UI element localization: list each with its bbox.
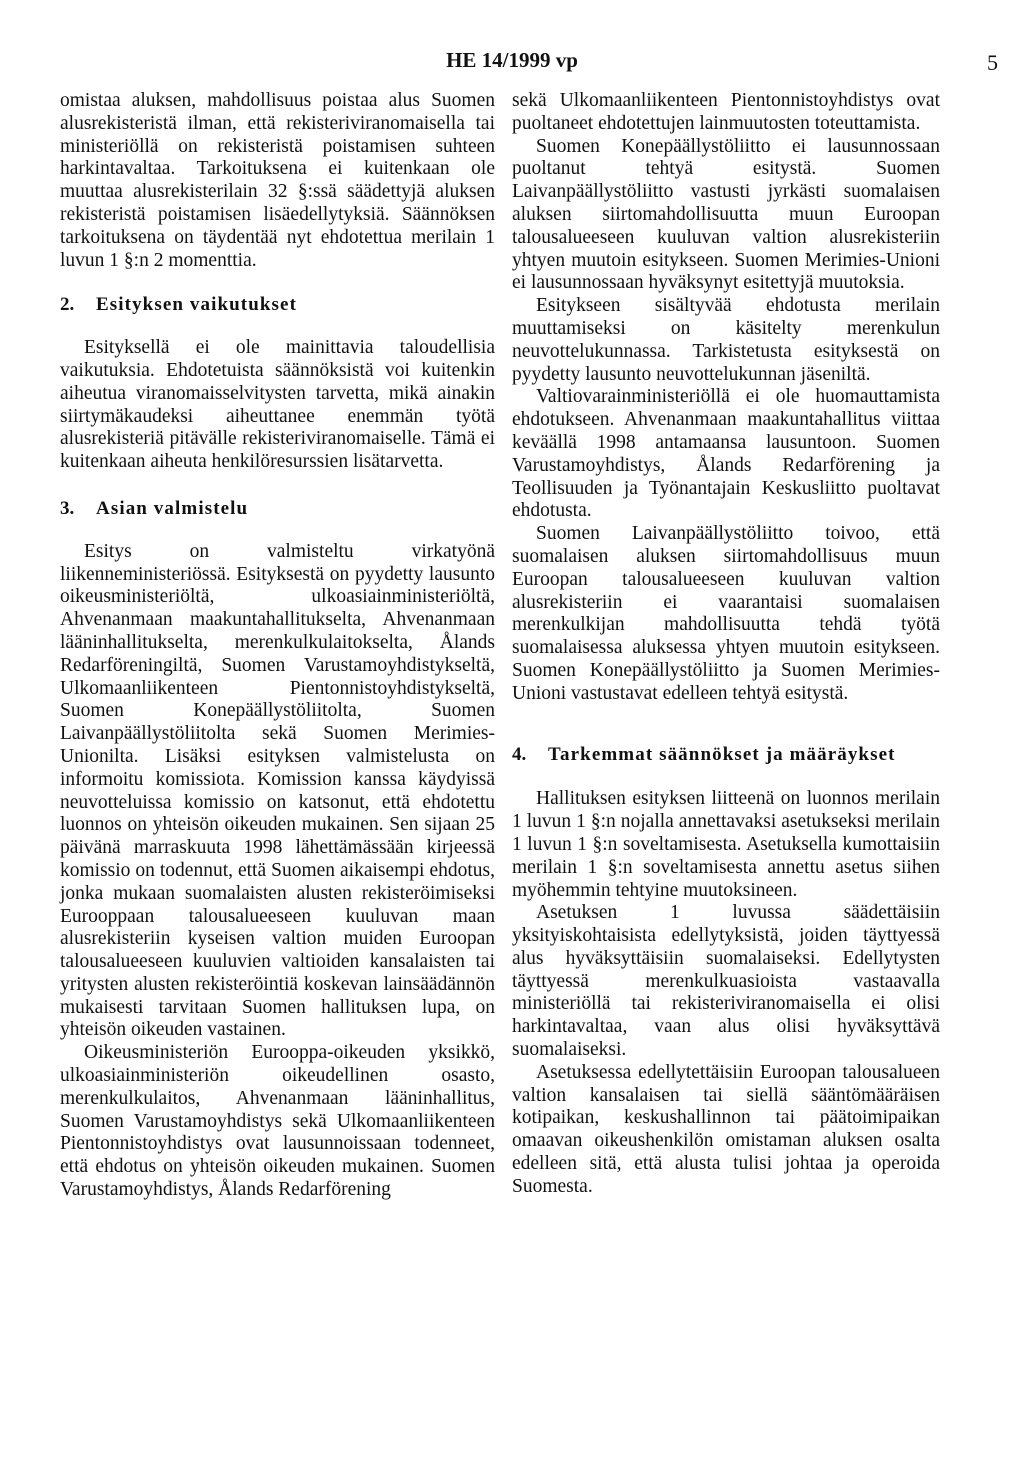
left-column (60, 90, 495, 1202)
intro-paragraph: omistaa aluksen, mahdollisuus poistaa alus Suomen alusrekisteristä ilman, että rekisteriviranomaisella tai ministeriöllä on rekisteristä poistamisen suhteen harkintavaltaa. Tarkoituksena ei kuitenkaan ole muuttaa alusrekisterilain 32 §:ssä säädettyjä aluksen rekisteristä poistamisen lisäedellytyksiä. Säännöksen tarkoituksena on täydentää nyt ehdotettua merilain 1 luvun 1 §:n 2 momenttia. (60, 90, 495, 271)
right-continuation-paragraph: sekä Ulkomaanliikenteen Pientonnistoyhdistys ovat puoltaneet ehdotettujen lainmuutosten toteuttamista. (512, 90, 940, 134)
section-3-title: Asian valmistelu (96, 497, 249, 519)
section-4-paragraph-3: Asetuksessa edellytettäisiin Euroopan talousalueen valtion kansalaisen tai siellä sääntömääräisen kotipaikan, keskushallinnon tai päätoimipaikan omaavan oikeushenkilön omistaman aluksen osalta edelleen sitä, että alusta tulisi johtaa ja operoida Suomesta. (512, 1061, 940, 1197)
section-3-paragraph-2: Oikeusministeriön Eurooppa-oikeuden yksikkö, ulkoasiainministeriön oikeudellinen osasto, merenkulkulaitos, Ahvenanmaan lääninhallitus, Suomen Varustamoyhdistys sekä Ulkomaanliikenteen Pientonnistoyhdistys ovat lausunnoissaan todenneet, että ehdotus on yhteisön oikeuden mukainen. Suomen Varustamoyhdistys, Ålands Redarförening (60, 1042, 495, 1201)
section-3-paragraph-1: Esitys on valmisteltu virkatyönä liikenneministeriössä. Esityksestä on pyydetty lausunto oikeusministeriöltä, ulkoasiainministeriöltä, Ahvenanmaan maakuntahallitukselta, Ahvenanmaan lääninhallitukselta, merenkulkulaitokselta, Ålands Redarföreningiltä, Suomen Varustamoyhdistykseltä, Ulkomaanliikenteen Pientonnistoyhdistykseltä, Suomen Konepäällystöliitolta, Suomen Laivanpäällystöliitolta sekä Suomen Merimies-Unionilta. Lisäksi esityksen valmistelusta on informoitu komissiota. Komission kanssa käydyissä neuvotteluissa komissio on katsonut, että ehdotettu luonnos on yhteisön oikeuden mukainen. Sen sijaan 25 päivänä marraskuuta 1998 lähettämässään kirjeessä komissio on todennut, että Suomen aikaisempi ehdotus, jonka mukaan suomalaisten alusten rekisteröimiseksi Eurooppaan talousalueeseen kuuluvan maan alusrekisteriin kyseisen valtion muiden Euroopan talousalueeseen kuuluvien valtioiden kansalaisten tai yritysten alusten rekisteröintiä koskevan lainsäädännön mukaisesti tarvitaan Suomen hallituksen lupa, on yhteisön oikeuden vastainen. (60, 540, 495, 1041)
section-4-paragraph-1: Hallituksen esityksen liitteenä on luonnos merilain 1 luvun 1 §:n nojalla annettavaksi asetukseksi merilain 1 luvun 1 §:n soveltamisesta. Asetuksella kumottaisiin merilain 1 §:n soveltamisesta annettu asetus siihen myöhemmin tehtyine muutoksineen. (512, 788, 940, 901)
section-3-heading (60, 498, 495, 521)
section-4-heading (512, 744, 940, 767)
page-number: 5 (987, 50, 998, 75)
section-2-heading (60, 294, 495, 317)
section-4-number: 4. (512, 743, 527, 765)
section-4-paragraph-2: Asetuksen 1 luvussa säädettäisiin yksityiskohtaisista edellytyksistä, joiden täyttyessä alus hyväksyttäisiin suomalaiseksi. Edellytysten täyttyessä merenkulkuasioista vastaavalla ministeriöllä tai rekisteriviranomaisella ei olisi harkintavaltaa, vaan alus olisi hyväksyttävä suomalaiseksi. (512, 902, 940, 1061)
section-2-text: Esityksellä ei ole mainittavia taloudellisia vaikutuksia. Ehdotetuista säännöksistä voi kuitenkin aiheutua viranomaisselvitysten tarvetta, mikä ainakin siirtymäkaudeksi aiheuttanee enemmän työtä alusrekisteriä pitävälle rekisteriviranomaiselle. Tämä ei kuitenkaan aiheuta henkilöresurssien lisätarvetta. (60, 337, 495, 473)
page-header-title: HE 14/1999 vp (446, 48, 578, 72)
section-4-title: Tarkemmat säännökset ja määräykset (548, 743, 896, 765)
section-2-title: Esityksen vaikutukset (96, 294, 298, 316)
section-3-number: 3. (60, 497, 75, 519)
right-paragraph-3: Valtiovarainministeriöllä ei ole huomauttamista ehdotukseen. Ahvenanmaan maakuntahallitus viittaa keväällä 1998 antamaansa lausuntoon. Suomen Varustamoyhdistys, Ålands Redarförening ja Teollisuuden ja Työnantajain Keskusliitto puoltavat ehdotusta. (512, 386, 940, 522)
right-paragraph-1: Suomen Konepäällystöliitto ei lausunnossaan puoltanut tehtyä esitystä. Suomen Laivanpäällystöliitto vastusti jyrkästi suomalaisen aluksen siirtomahdollisuutta muun Euroopan talousalueeseen kuuluvan valtion alusrekisteriin yhtyen muutoin esitykseen. Suomen Merimies-Unioni ei lausunnossaan hyväksynyt esitettyjä muutoksia. (512, 135, 940, 294)
section-2-number: 2. (60, 294, 75, 316)
right-paragraph-4: Suomen Laivanpäällystöliitto toivoo, että suomalaisen aluksen siirtomahdollisuus muun Euroopan talousalueeseen kuuluvan valtion alusrekisteriin ei vaarantaisi suomalaisen merenkulkijan mahdollisuutta tehdä työtä suomalaisessa aluksessa yhtyen muutoin esitykseen. Suomen Konepäällystöliitto ja Suomen Merimies-Unioni vastustavat edelleen tehtyä esitystä. (512, 523, 940, 704)
right-column (512, 90, 940, 1199)
right-paragraph-2: Esitykseen sisältyvää ehdotusta merilain muuttamiseksi on käsitelty merenkulun neuvottelukunnassa. Tarkistetusta esityksestä on pyydetty lausunto neuvottelukunnan jäseniltä. (512, 295, 940, 385)
